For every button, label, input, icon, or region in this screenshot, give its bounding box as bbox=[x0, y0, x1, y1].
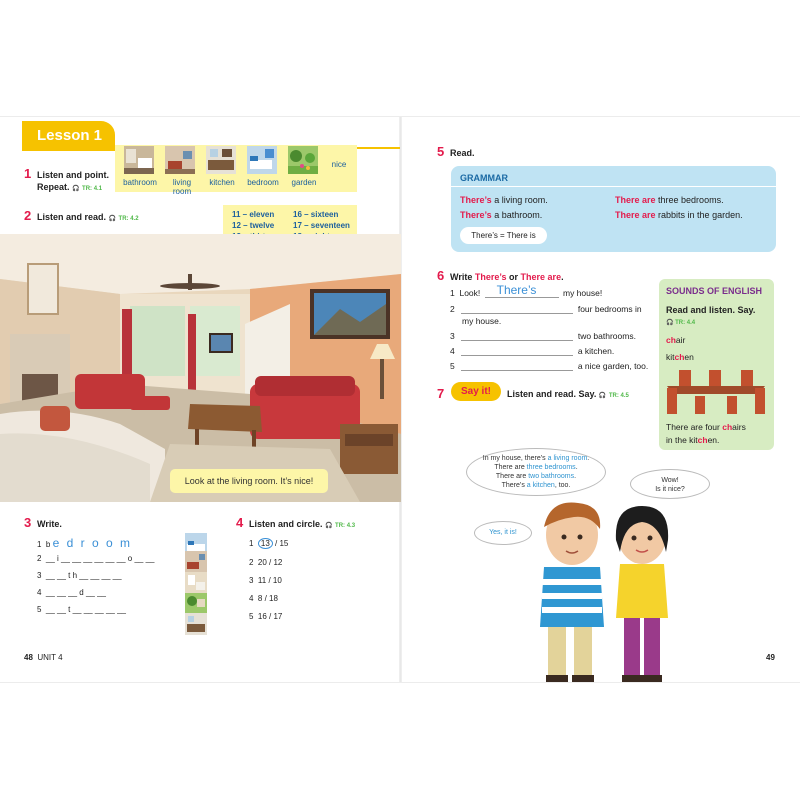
living-room-thumb bbox=[185, 551, 207, 573]
number-17: 17 – seventeen bbox=[293, 221, 350, 230]
sounds-title: SOUNDS OF ENGLISH bbox=[666, 286, 763, 296]
girl-speech-bubble: Wow! Is it nice? bbox=[630, 469, 710, 499]
kitchen-thumb bbox=[185, 613, 207, 635]
write-item-4[interactable]: 4 __ __ __ d __ __ bbox=[37, 588, 106, 597]
sound-sentence-2: in the kitchen. bbox=[666, 435, 720, 445]
exercise-2-number: 2 bbox=[24, 208, 32, 223]
lesson-title: Lesson 1 bbox=[22, 121, 115, 151]
number-11: 11 – eleven bbox=[232, 210, 275, 219]
track-label: TR: 4.2 bbox=[118, 216, 139, 222]
bathroom-thumbnail[interactable] bbox=[124, 146, 154, 174]
sentence-item-2[interactable]: 2 four bedrooms in bbox=[450, 304, 642, 314]
garden-thumbnail[interactable] bbox=[288, 146, 318, 174]
exercise-3-number: 3 bbox=[24, 515, 32, 530]
sound-word-kitchen[interactable]: kitchen bbox=[666, 352, 694, 362]
vocab-bedroom[interactable]: bedroom bbox=[247, 178, 279, 187]
exercise-1-instruction-2: Repeat. 🎧 TR: 4.1 bbox=[37, 182, 103, 192]
table-and-chairs-illustration bbox=[665, 368, 767, 416]
sentence-item-5[interactable]: 5 a nice garden, too. bbox=[450, 361, 649, 371]
boy-speech-bubble: In my house, there’s a living room. There are three bedrooms. There are two bathrooms. There’s a kitchen, too. bbox=[466, 448, 606, 496]
grammar-example-1: There’s a living room. bbox=[460, 195, 548, 205]
handwritten-answer: e d r o o m bbox=[52, 536, 132, 550]
sentence-item-3[interactable]: 3 two bathrooms. bbox=[450, 331, 636, 341]
sounds-instruction: Read and listen. Say. bbox=[666, 305, 756, 315]
circle-item-5[interactable]: 5 16 / 17 bbox=[249, 612, 283, 621]
circle-item-1[interactable]: 1 13 / 15 bbox=[249, 539, 289, 548]
headphones-icon[interactable]: 🎧 bbox=[598, 393, 607, 399]
sounds-track: 🎧 TR: 4.4 bbox=[666, 320, 696, 326]
grammar-note: There’s = There is bbox=[460, 227, 547, 244]
sentence-item-4[interactable]: 4 a kitchen. bbox=[450, 346, 615, 356]
exercise-1-instruction: Listen and point. bbox=[37, 170, 109, 180]
boy-character bbox=[530, 497, 610, 682]
exercise-5-number: 5 bbox=[437, 144, 445, 159]
write-item-3[interactable]: 3 __ __ t h __ __ __ __ bbox=[37, 571, 122, 580]
girl-character bbox=[608, 500, 678, 682]
page-number-left: 48 UNIT 4 bbox=[24, 653, 63, 662]
circle-item-2[interactable]: 2 20 / 12 bbox=[249, 558, 283, 567]
exercise-7-instruction: Listen and read. Say. 🎧 TR: 4.5 bbox=[507, 389, 629, 399]
exercise-6-number: 6 bbox=[437, 268, 445, 283]
circle-item-4[interactable]: 4 8 / 18 bbox=[249, 594, 278, 603]
exercise-5-instruction: Read. bbox=[450, 148, 475, 158]
headphones-icon[interactable]: 🎧 bbox=[325, 523, 333, 529]
photo-caption: Look at the living room. It’s nice! bbox=[170, 469, 328, 493]
living-room-photo bbox=[0, 234, 401, 502]
write-item-1: 1 b e d r o o m bbox=[37, 536, 132, 550]
bedroom-thumbnail[interactable] bbox=[247, 146, 277, 174]
exercise-4-number: 4 bbox=[236, 515, 244, 530]
sound-word-chair[interactable]: chair bbox=[666, 335, 686, 345]
headphones-icon[interactable]: 🎧 bbox=[72, 186, 80, 192]
circled-answer: 13 bbox=[258, 538, 273, 549]
vocab-living-room[interactable]: living room bbox=[172, 178, 192, 196]
number-16: 16 – sixteen bbox=[293, 210, 339, 219]
vocab-nice[interactable]: nice bbox=[331, 160, 347, 169]
grammar-title: GRAMMAR bbox=[460, 173, 508, 183]
sentence-item-2-cont: my house. bbox=[462, 316, 502, 326]
sentence-item-1[interactable]: 1 Look! There’s my house! bbox=[450, 283, 603, 298]
write-item-2[interactable]: 2 __ i __ __ __ __ __ __ o __ __ bbox=[37, 554, 155, 563]
exercise-6-instruction: Write There’s or There are. bbox=[450, 272, 564, 282]
number-12: 12 – twelve bbox=[232, 221, 275, 230]
page-bottom-edge bbox=[0, 682, 800, 683]
track-label: TR: 4.3 bbox=[335, 523, 356, 529]
boy-reply-bubble: Yes, it is! bbox=[474, 521, 532, 545]
grammar-example-4: There are rabbits in the garden. bbox=[615, 210, 743, 220]
sound-sentence-1: There are four chairs bbox=[666, 422, 746, 432]
kitchen-thumbnail[interactable] bbox=[206, 146, 236, 174]
exercise-3-instruction: Write. bbox=[37, 519, 62, 529]
exercise-7-number: 7 bbox=[437, 386, 445, 401]
headphones-icon[interactable]: 🎧 bbox=[108, 216, 117, 222]
handwritten-answer: There’s bbox=[496, 283, 537, 297]
say-it-badge: Say it! bbox=[451, 382, 501, 401]
exercise-2-instruction: Listen and read. 🎧 TR: 4.2 bbox=[37, 212, 139, 222]
page-number-right: 49 bbox=[766, 653, 775, 662]
circle-item-3[interactable]: 3 11 / 10 bbox=[249, 576, 282, 585]
grammar-example-2: There’s a bathroom. bbox=[460, 210, 543, 220]
bathroom-thumb bbox=[185, 572, 207, 594]
exercise-1-number: 1 bbox=[24, 166, 32, 181]
garden-thumb bbox=[185, 593, 207, 615]
vocab-kitchen[interactable]: kitchen bbox=[209, 178, 235, 187]
exercise-4-instruction: Listen and circle. 🎧 TR: 4.3 bbox=[249, 519, 356, 529]
vocab-bathroom[interactable]: bathroom bbox=[123, 178, 157, 187]
write-item-5[interactable]: 5 __ __ t __ __ __ __ __ bbox=[37, 605, 126, 614]
grammar-example-3: There are three bedrooms. bbox=[615, 195, 724, 205]
living-room-thumbnail[interactable] bbox=[165, 146, 195, 174]
track-label: TR: 4.1 bbox=[82, 186, 103, 192]
track-label: TR: 4.5 bbox=[608, 393, 629, 399]
grammar-divider bbox=[451, 186, 776, 187]
vocab-garden[interactable]: garden bbox=[291, 178, 317, 187]
